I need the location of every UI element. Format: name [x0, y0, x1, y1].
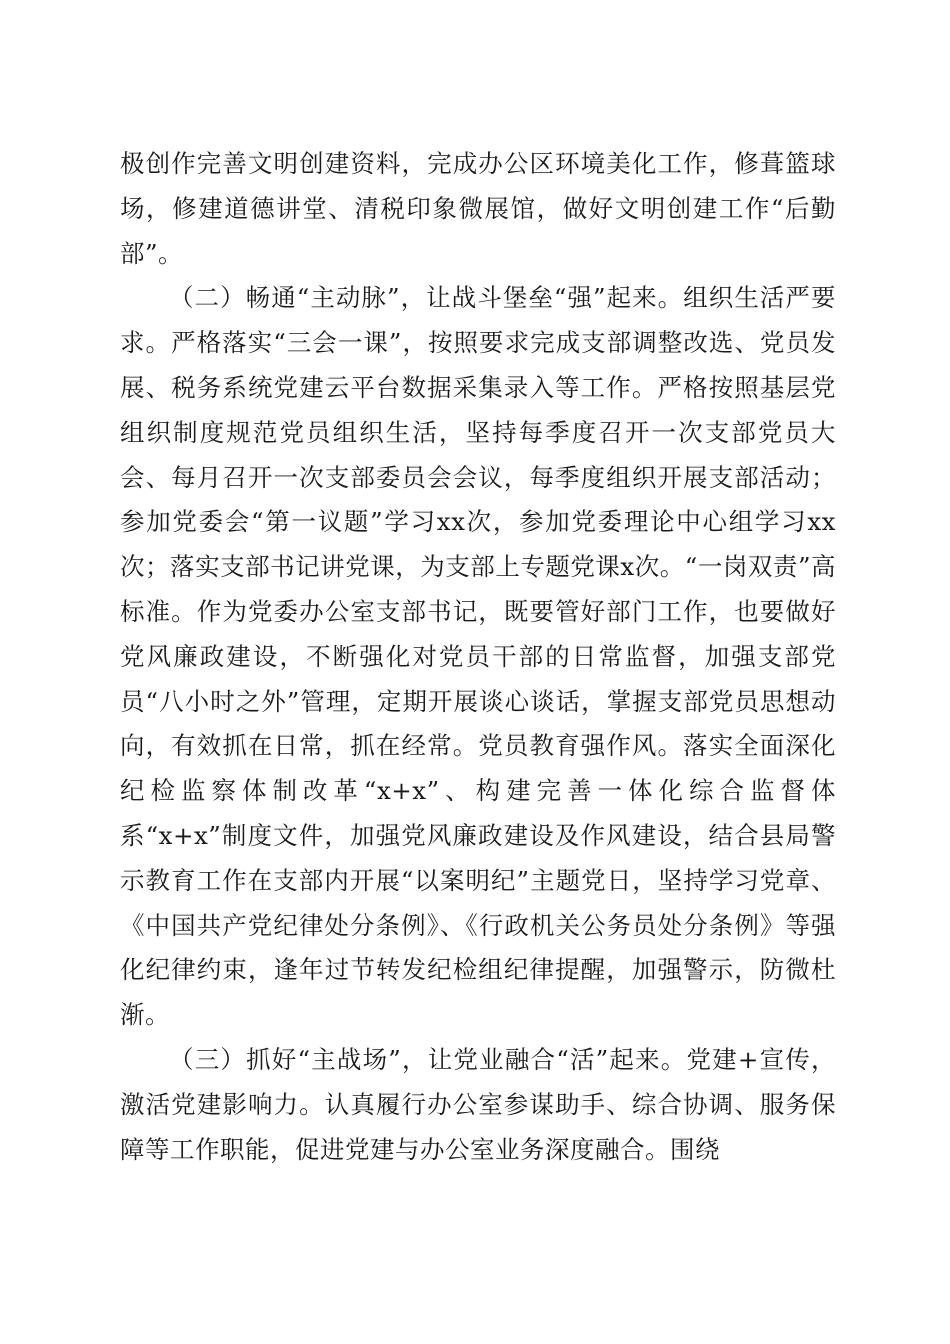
document-body	[120, 142, 836, 1172]
paragraph-section-two: （二）畅通“主动脉”，让战斗堡垒“强”起来。组织生活严要求。严格落实“三会一课”，按照要求完成支部调整改选、党员发展、税务系统党建云平台数据采集录入等工作。严格按照基层党组织制度规范党员组织生活，坚持每季度召开一次支部党员大会、每月召开一次支部委员会会议，每季度组织开展支部活动；参加党委会“第一议题”学习xx次，参加党委理论中心组学习xx次；落实支部书记讲党课，为支部上专题党课x次。“一岗双责”高标准。作为党委办公室支部书记，既要管好部门工作，也要做好党风廉政建设，不断强化对党员干部的日常监督，加强支部党员“八小时之外”管理，定期开展谈心谈话，掌握支部党员思想动向，有效抓在日常，抓在经常。党员教育强作风。落实全面深化纪检监察体制改革“x+x”、构建完善一体化综合监督体系“x+x”制度文件，加强党风廉政建设及作风建设，结合县局警示教育工作在支部内开展“以案明纪”主题党日，坚持学习党章、《中国共产党纪律处分条例》、《行政机关公务员处分条例》等强化纪律约束，逢年过节转发纪检组纪律提醒，加强警示，防微杜渐。	[120, 283, 836, 1030]
paragraph-section-three: （三）抓好“主战场”，让党业融合“活”起来。党建+宣传，激活党建影响力。认真履行办公室参谋助手、综合协调、服务保障等工作职能，促进党建与办公室业务深度融合。围绕	[120, 1044, 836, 1164]
paragraph-continued: 极创作完善文明创建资料，完成办公区环境美化工作，修葺篮球场，修建道德讲堂、清税印象微展馆，做好文明创建工作“后勤部”。	[120, 149, 836, 268]
